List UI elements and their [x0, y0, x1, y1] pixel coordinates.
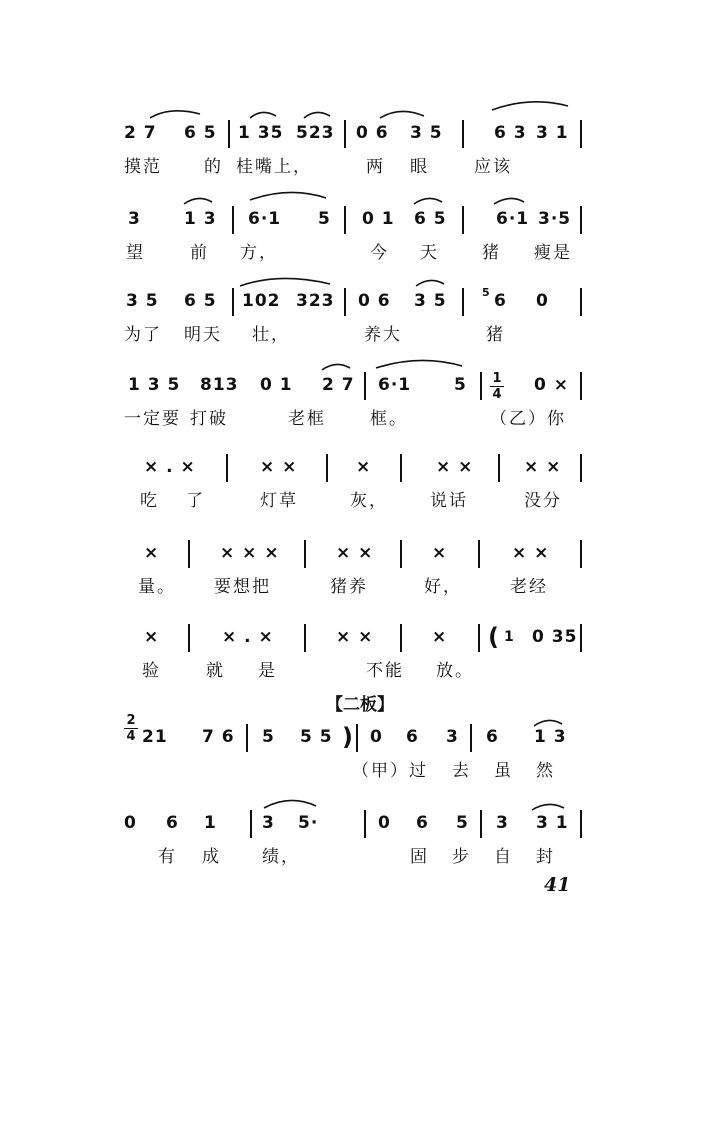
lyric: 天 [420, 243, 439, 263]
score-system-5 [0, 452, 701, 512]
note-group: 323 [296, 291, 335, 311]
lyric: 瘦是 [534, 243, 572, 263]
lyric: 放。 [436, 661, 474, 681]
note-group: 6 3 [494, 123, 527, 143]
note-group: 6 [166, 813, 179, 833]
note-group: × × [260, 457, 298, 477]
note-group: 3 [496, 813, 509, 833]
lyric: 了 [186, 491, 205, 511]
lyric: 明天 [184, 325, 222, 345]
lyric: （甲）过 [352, 761, 428, 781]
bar-line [480, 810, 482, 838]
lyric: 框。 [370, 409, 408, 429]
lyric: （乙）你 [490, 409, 566, 429]
bar-line [364, 810, 366, 838]
open-paren: ( [488, 623, 500, 651]
bar-line [580, 120, 582, 148]
lyric: 猪 [482, 243, 501, 263]
note-group: × × [436, 457, 474, 477]
close-paren: ) [342, 723, 354, 751]
bar-line [400, 454, 402, 482]
lyric: 猪 [486, 325, 505, 345]
note-group: 5 [454, 375, 467, 395]
note-group: 6·1 [378, 375, 412, 395]
note-group: 7 6 [202, 727, 235, 747]
note-group: 5 [262, 727, 275, 747]
note-group: 3 1 [536, 123, 569, 143]
lyric: 绩， [262, 847, 300, 867]
bar-line [188, 540, 190, 568]
bar-line [232, 288, 234, 316]
score-system-1 [0, 118, 701, 178]
lyric: 不能 [366, 661, 404, 681]
lyric: 灰， [350, 491, 388, 511]
lyric: 的 [204, 157, 223, 177]
lyric: 好， [424, 577, 462, 597]
note-group: 1 3 5 [128, 375, 181, 395]
note-group: 5· [298, 813, 319, 833]
lyric: 为了 [124, 325, 162, 345]
bar-line [470, 724, 472, 752]
note-group: 6 5 [184, 123, 217, 143]
lyric: 说话 [430, 491, 468, 511]
bar-line [344, 288, 346, 316]
note-group: 3·5 [538, 209, 572, 229]
lyric: 灯草 [260, 491, 298, 511]
note-group: 5 [318, 209, 331, 229]
bar-line [344, 206, 346, 234]
bar-line [478, 540, 480, 568]
lyric: 打破 [190, 409, 228, 429]
lyric: 是 [258, 661, 277, 681]
note-group: × × [512, 543, 550, 563]
time-signature [124, 714, 138, 743]
note-group: 0 [370, 727, 383, 747]
note-group: × × [336, 627, 374, 647]
note-group: 6 [486, 727, 499, 747]
time-signature-bottom: 4 [492, 387, 502, 402]
bar-line [580, 810, 582, 838]
bar-line [478, 624, 480, 652]
note-group: 3 [446, 727, 459, 747]
note-group: 0 6 [358, 291, 391, 311]
bar-line [580, 372, 582, 400]
bar-line [232, 206, 234, 234]
bar-line [580, 288, 582, 316]
note-group: 1 [504, 629, 515, 645]
bar-line [462, 120, 464, 148]
bar-line [364, 372, 366, 400]
lyric: 今 [370, 243, 389, 263]
lyric: 一定要 [124, 409, 181, 429]
bar-line [580, 624, 582, 652]
note-group: × [432, 543, 448, 563]
score-system-9 [0, 808, 701, 868]
note-group: 102 [242, 291, 281, 311]
time-signature-bottom: 4 [126, 729, 136, 744]
bar-line [304, 624, 306, 652]
bar-line [580, 454, 582, 482]
note-group: × × × [220, 543, 280, 563]
bar-line [400, 540, 402, 568]
score-system-8 [0, 713, 701, 782]
lyric: 量。 [138, 577, 176, 597]
note-group: 6 5 [184, 291, 217, 311]
note-group: × [356, 457, 372, 477]
note-group: × [432, 627, 448, 647]
grace-note: 5 [482, 286, 491, 299]
page-number: 41 [544, 874, 571, 896]
note-group: × . × [222, 627, 274, 647]
lyric: 要想把 [214, 577, 271, 597]
note-group: 6·1 [496, 209, 530, 229]
lyric: 验 [142, 661, 161, 681]
bar-line [498, 454, 500, 482]
lyric: 有 [158, 847, 177, 867]
lyric: 步 [452, 847, 471, 867]
note-group: 523 [296, 123, 335, 143]
bar-line [228, 120, 230, 148]
note-group: 1 35 [238, 123, 284, 143]
note-group: 0 [536, 291, 549, 311]
note-group: 0 1 [260, 375, 293, 395]
score-system-2 [0, 204, 701, 264]
note-group: 5 [456, 813, 469, 833]
note-group: 0 35 [532, 627, 578, 647]
lyric: 就 [206, 661, 225, 681]
bar-line [344, 120, 346, 148]
lyric: 壮， [252, 325, 290, 345]
lyric: 老框 [288, 409, 326, 429]
lyric: 望 [126, 243, 145, 263]
lyric: 封 [536, 847, 555, 867]
lyric: 自 [494, 847, 513, 867]
bar-line [250, 810, 252, 838]
bar-line [580, 206, 582, 234]
note-group: 6 5 [414, 209, 447, 229]
time-signature-top: 2 [126, 713, 136, 728]
note-group: 1 3 [184, 209, 217, 229]
lyric: 两 [366, 157, 385, 177]
note-group: 21 [142, 727, 168, 747]
lyric: 成 [202, 847, 221, 867]
bar-line [400, 624, 402, 652]
note-group: 5 5 [300, 727, 333, 747]
score-system-3 [0, 286, 701, 346]
score-system-4 [0, 370, 701, 430]
lyric: 摸范 [124, 157, 162, 177]
time-signature [490, 372, 504, 401]
note-group: 0 1 [362, 209, 395, 229]
note-group: 6 [406, 727, 419, 747]
bar-line [188, 624, 190, 652]
lyric: 养大 [364, 325, 402, 345]
lyric: 猪养 [330, 577, 368, 597]
lyric: 没分 [524, 491, 562, 511]
note-group: 2 7 [124, 123, 157, 143]
lyric: 眼 [410, 157, 429, 177]
note-group: 3 1 [536, 813, 569, 833]
lyric: 去 [452, 761, 471, 781]
note-group: 0 × [534, 375, 569, 395]
note-group: 6 [416, 813, 429, 833]
bar-line [462, 288, 464, 316]
lyric: 固 [410, 847, 429, 867]
time-signature-top: 1 [492, 371, 502, 386]
bar-line [462, 206, 464, 234]
note-group: × × [336, 543, 374, 563]
bar-line [480, 372, 482, 400]
note-group: 3 5 [414, 291, 447, 311]
note-group: 2 7 [322, 375, 355, 395]
note-group: 3 5 [126, 291, 159, 311]
lyric: 桂嘴上， [236, 157, 312, 177]
bar-line [246, 724, 248, 752]
note-group: 3 [262, 813, 275, 833]
bar-line [326, 454, 328, 482]
note-group: 6 [494, 291, 507, 311]
lyric: 应该 [474, 157, 512, 177]
note-group: 0 [378, 813, 391, 833]
lyric: 虽 [494, 761, 513, 781]
note-group: 813 [200, 375, 239, 395]
lyric: 吃 [140, 491, 159, 511]
lyric: 前 [190, 243, 209, 263]
note-group: 0 6 [356, 123, 389, 143]
lyric: 方， [240, 243, 278, 263]
section-label: 【二板】 [326, 695, 394, 715]
note-group: × × [524, 457, 562, 477]
lyric: 老经 [510, 577, 548, 597]
score-system-6 [0, 538, 701, 598]
note-group: 6·1 [248, 209, 282, 229]
note-group: 1 [204, 813, 217, 833]
note-group: × . × [144, 457, 196, 477]
bar-line [226, 454, 228, 482]
bar-line [304, 540, 306, 568]
note-group: 1 3 [534, 727, 567, 747]
note-group: 3 [128, 209, 141, 229]
bar-line [580, 540, 582, 568]
score-system-7 [0, 622, 701, 682]
note-group: × [144, 543, 160, 563]
bar-line [356, 724, 358, 752]
note-group: 0 [124, 813, 137, 833]
note-group: × [144, 627, 160, 647]
note-group: 3 5 [410, 123, 443, 143]
lyric: 然 [536, 761, 555, 781]
